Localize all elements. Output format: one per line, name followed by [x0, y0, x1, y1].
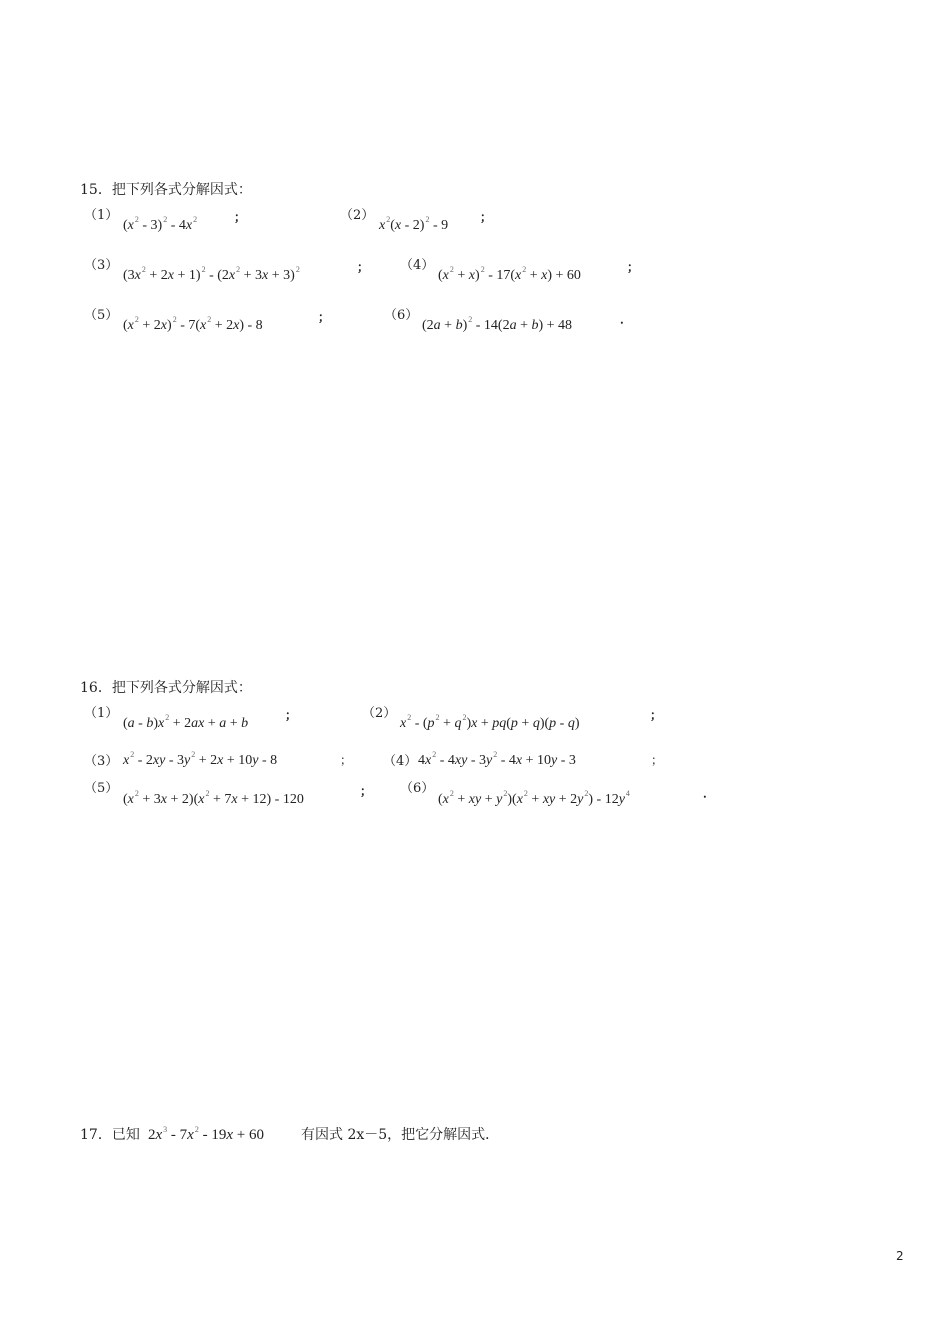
q15-item-3-end: ；: [357, 260, 370, 274]
q16-item-6-label: （6）: [400, 781, 435, 796]
q15-item-2-expression: $x^2(x - 2)^2 - 9$: [379, 215, 449, 233]
q16-item-1-label: （1）: [84, 706, 119, 721]
q15-item-3-expression: $(3x^2 + 2x + 1)^2 - (2x^2 + 3x + 3)^2$: [123, 265, 300, 283]
q15-item-6-end: ．: [620, 312, 633, 326]
q15-item-4-label: （4）: [400, 258, 435, 273]
q16-item-5-expression: $(x^2 + 3x + 2)(x^2 + 7x + 12) - 120$: [123, 789, 304, 807]
q16-item-4-label: （4）: [383, 754, 418, 769]
q16-item-3-end: ；: [340, 753, 353, 767]
q16-item-1-expression: $(a - b)x^2 + 2ax + a + b$: [123, 713, 249, 731]
page-number: 2: [896, 1249, 904, 1263]
q17-polynomial: $2x^3 - 7x^2 - 19x + 60$: [148, 1125, 264, 1143]
q15-item-2-end: ；: [480, 210, 493, 224]
question-17-suffix: 有因式 2x－5，把它分解因式．: [301, 1127, 500, 1143]
q16-item-3-label: （3）: [84, 754, 119, 769]
q16-item-5-label: （5）: [84, 781, 119, 796]
q15-item-6-expression: $(2a + b)^2 - 14(2a + b) + 48$: [422, 315, 573, 333]
q15-item-1-label: （1）: [84, 208, 119, 223]
q16-item-2-end: ；: [650, 708, 663, 722]
question-17-prefix: 17．已知: [80, 1127, 140, 1143]
q15-item-1-end: ；: [234, 210, 247, 224]
q15-item-4-end: ；: [627, 260, 640, 274]
q16-item-2-expression: $x^2 - (p^2 + q^2)x + pq(p + q)(p - q)$: [400, 713, 580, 731]
q15-item-5-end: ；: [318, 310, 331, 324]
q15-item-3-label: （3）: [84, 258, 119, 273]
q16-item-4-expression: $4x^2 - 4xy - 3y^2 - 4x + 10y - 3$: [418, 750, 576, 768]
q16-item-6-expression: ($x^2$ + xy + $y^2)(x^2$ + xy + $2y^2) - 12y^4$: [438, 789, 630, 807]
q15-item-5-expression: $(x^2 + 2x)^2 - 7(x^2 + 2x) - 8$: [123, 315, 263, 333]
q16-item-5-end: ；: [360, 784, 373, 798]
question-15-heading: 15．把下列各式分解因式：: [80, 182, 252, 198]
q15-item-1-expression: $(x^2 - 3)^2 - 4x^2$: [123, 215, 198, 233]
q15-item-4-expression: $(x^2 + x)^2 - 17(x^2 + x) + 60$: [438, 265, 581, 283]
question-16-heading: 16．把下列各式分解因式：: [80, 680, 252, 696]
q16-item-4-end: ；: [651, 753, 664, 767]
q16-item-6-end: ．: [703, 786, 716, 800]
q16-item-3-expression: $x^2 - 2xy - 3y^2 + 2x + 10y - 8$: [123, 750, 278, 768]
q15-item-6-label: （6）: [384, 308, 419, 323]
q16-item-2-label: （2）: [362, 706, 397, 721]
q15-item-5-label: （5）: [84, 308, 119, 323]
q16-item-1-end: ；: [285, 708, 298, 722]
q15-item-2-label: （2）: [340, 208, 375, 223]
